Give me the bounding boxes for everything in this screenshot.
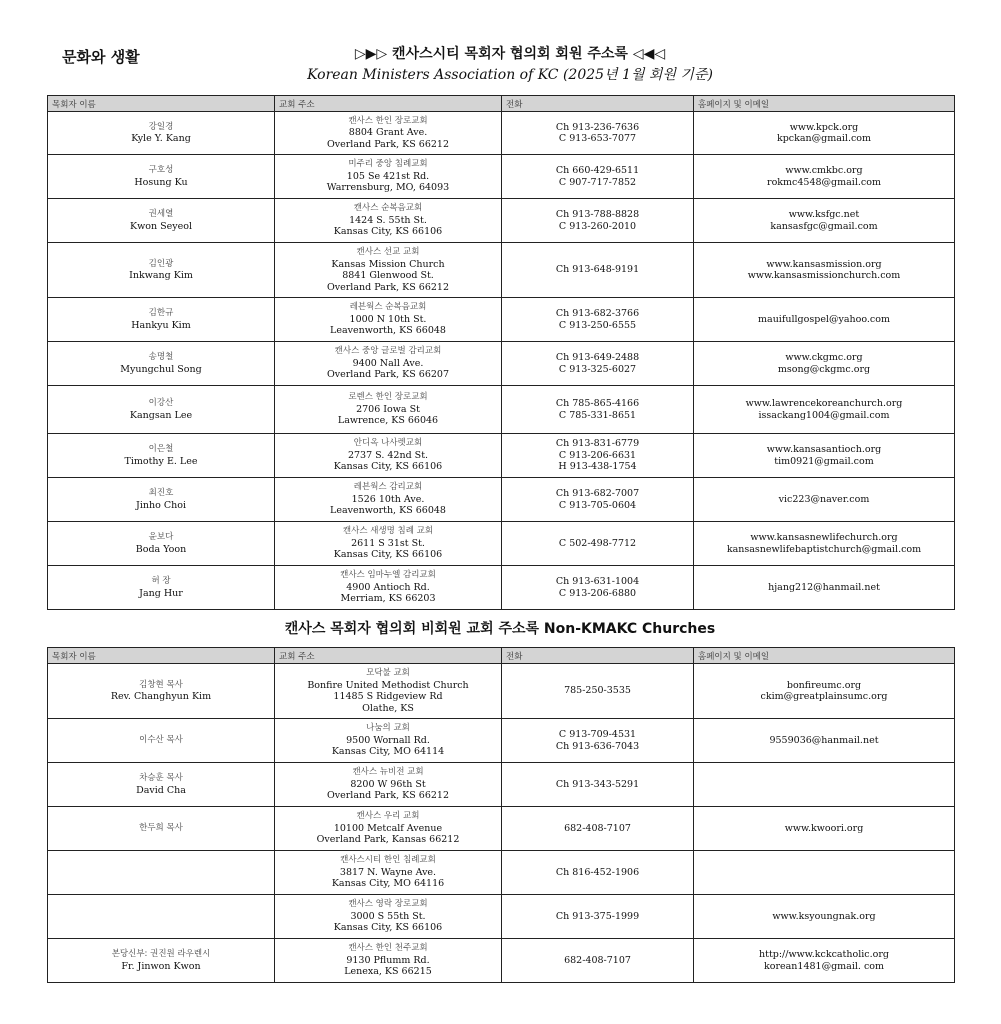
city-state-zip: Kansas City, KS 66106 [333,226,443,238]
minister-name-english: Kangsan Lee [129,409,193,421]
phone-number: Ch 913-631-1004 [555,576,640,587]
church-name-korean: 캔사스 임마누엘 감리교회 [340,570,436,581]
table-row [48,478,955,522]
phone-number: C 913-653-7077 [558,133,637,144]
phone-number: Ch 913-788-8828 [555,209,640,220]
web-email-cell [694,243,955,298]
email-address[interactable]: hjang212@hanmail.net [768,581,880,593]
web-email-cell [694,199,955,243]
web-email-cell [694,298,955,342]
website-url[interactable]: www.ksfgc.net [788,209,860,220]
minister-name-korean: 윤보다 [148,532,174,542]
email-address[interactable]: kansasnewlifebaptistchurch@gmail.com [726,543,922,555]
minister-name-cell [48,522,275,566]
church-name-korean: 캔사스 선교 교회 [356,247,420,257]
minister-name-cell [48,243,275,298]
table-row [48,566,955,610]
minister-name-cell [48,386,275,434]
phone-number: Ch 913-375-1999 [555,910,640,922]
church-name-korean: 캔사스 뉴비전 교회 [352,767,424,778]
web-email-cell [694,155,955,199]
table-row [48,895,955,939]
table-row [48,243,955,298]
table-row [48,522,955,566]
phone-number: Ch 913-682-7007 [555,488,640,499]
website-url[interactable]: http://www.kckcatholic.org [759,949,889,960]
minister-name-english: Inkwang Kim [129,270,193,281]
table-row [48,342,955,386]
minister-name-korean: 이강산 [148,398,174,408]
church-name-korean: 캔사스 중앙 글로벌 감리교회 [334,346,442,357]
non-member-directory-table [47,647,955,983]
phone-number: C 913-250-6555 [558,319,637,331]
city-state-zip: Olathe, KS [362,702,414,714]
minister-name-korean: 차승훈 목사 [139,773,183,783]
non-member-section-title: 캔사스 목회자 협의회 비회원 교회 주소록 Non-KMAKC Churches [284,621,716,637]
city-state-zip: Leavenworth, KS 66048 [330,325,446,337]
minister-name-english: Rev. Changhyun Kim [110,691,212,702]
minister-name-english: Kwon Seyeol [130,220,192,232]
website-url[interactable]: www.ksyoungnak.org [772,910,876,922]
table-row [48,298,955,342]
street-address: 1526 10th Ave. [351,493,425,505]
phone-cell [502,807,694,851]
church-address-cell [275,566,502,610]
church-name-korean: 미주리 중앙 침례교회 [348,159,428,170]
phone-cell [502,112,694,155]
minister-name-korean: 이은철 [148,444,174,454]
minister-name-cell [48,895,275,939]
phone-number: C 913-705-0604 [558,499,637,511]
phone-number: 682-408-7107 [564,822,631,834]
phone-number: 785-250-3535 [564,685,631,697]
church-name-korean: 캔사스 영락 장로교회 [348,899,428,910]
email-address[interactable]: tim0921@gmail.com [774,455,874,467]
minister-name-english: Kyle Y. Kang [131,133,191,144]
city-state-zip: Lawrence, KS 66046 [337,415,439,427]
phone-number: 682-408-7107 [564,954,631,966]
minister-name-korean: 송명철 [148,352,174,362]
minister-name-cell [48,664,275,719]
web-email-cell [694,719,955,763]
phone-number: C 913-709-4531 [558,729,637,740]
phone-cell [502,478,694,522]
phone-cell [502,522,694,566]
street-address: 9400 Nall Ave. [352,357,424,369]
street-address: 3817 N. Wayne Ave. [339,866,437,878]
minister-name-english: Jinho Choi [136,499,186,511]
email-address[interactable]: ckim@greatplainsumc.org [760,691,888,702]
minister-name-english: Boda Yoon [135,543,187,555]
web-email-cell [694,851,955,895]
church-address-cell [275,298,502,342]
phone-cell [502,199,694,243]
minister-name-english: Myungchul Song [120,363,202,375]
church-address-cell [275,243,502,298]
email-address[interactable]: korean1481@gmail. com [763,960,885,972]
email-address[interactable]: 9559036@hanmail.net [769,734,879,746]
church-name-english: Bonfire United Methodist Church [307,679,469,691]
street-address: 2706 Iowa St [356,403,420,415]
web-email-cell [694,939,955,983]
phone-number: Ch 785-865-4166 [555,398,640,409]
phone-number: Ch 913-636-7043 [555,740,640,752]
minister-name-cell [48,199,275,243]
phone-number: Ch 660-429-6511 [555,165,640,176]
website-url[interactable]: bonfireumc.org [786,679,862,691]
phone-number: Ch 816-452-1906 [555,866,640,878]
email-address[interactable]: vic223@naver.com [778,493,870,505]
street-address: 10100 Metcalf Avenue [333,822,443,834]
table-row [48,807,955,851]
website-url[interactable]: www.kansasantioch.org [766,444,882,455]
church-name-korean: 캔사스 우리 교회 [356,811,420,822]
header-address: 교회 주소 [275,96,502,112]
street-address: 2611 S 31st St. [351,537,425,549]
phone-number: Ch 913-648-9191 [555,264,640,276]
phone-number: Ch 913-236-7636 [555,121,640,133]
phone-number: C 913-206-6880 [558,587,637,599]
minister-name-english: Hankyu Kim [131,319,191,331]
city-state-zip: Lenexa, KS 66215 [344,966,432,978]
minister-name-cell [48,298,275,342]
minister-name-korean: 구호성 [148,165,174,175]
church-name-korean: 레븐웍스 순복음교회 [349,302,427,313]
phone-cell [502,155,694,199]
city-state-zip: Merriam, KS 66203 [340,593,436,605]
table-row [48,112,955,155]
minister-name-korean: 김인광 [148,258,174,269]
phone-number: C 913-260-2010 [558,220,637,232]
church-address-cell [275,342,502,386]
email-address[interactable]: kpckan@gmail.com [776,133,872,144]
church-address-cell [275,155,502,199]
phone-number: Ch 913-831-6779 [555,438,640,450]
email-address[interactable]: msong@ckgmc.org [777,363,871,375]
phone-cell [502,939,694,983]
street-address: 3000 S 55th St. [350,910,426,922]
website-url[interactable]: www.ckgmc.org [785,352,863,363]
minister-name-cell [48,155,275,199]
church-name-korean: 로렌스 한인 장로교회 [348,392,428,403]
table-row [48,155,955,199]
street-address: 8200 W 96th St [350,778,426,790]
directory-title-korean: ▷▶▷ 캔사스시티 목회자 협의회 회원 주소록 ◁◀◁ [354,46,666,62]
minister-name-korean: 강일경 [148,121,174,132]
table-row [48,763,955,807]
church-name-korean: 캔사스 한인 천주교회 [348,943,428,954]
minister-name-korean: 김창현 목사 [139,679,183,690]
church-address-cell [275,522,502,566]
minister-name-cell [48,939,275,983]
street-address: 9500 Wornall Rd. [346,734,430,746]
table-header-row [48,96,955,112]
phone-cell [502,851,694,895]
phone-number: H 913-438-1754 [558,461,637,473]
church-address-cell [275,112,502,155]
table-row [48,851,955,895]
header-phone: 전화 [502,648,694,664]
header-name: 목회자 이름 [48,648,275,664]
website-url[interactable]: www.lawrencekoreanchurch.org [745,398,903,409]
street-address: 105 Se 421st Rd. [346,170,430,182]
table-header-row [48,648,955,664]
website-url[interactable]: www.kansasmissionchurch.com [747,270,901,281]
phone-number: C 785-331-8651 [558,409,637,421]
phone-number: Ch 913-343-5291 [555,778,640,790]
website-url[interactable]: www.kwoori.org [784,822,864,834]
table-row [48,386,955,434]
church-address-cell [275,763,502,807]
web-email-cell [694,664,955,719]
web-email-cell [694,478,955,522]
street-address: 4900 Antioch Rd. [346,581,430,593]
minister-name-cell [48,851,275,895]
minister-name-english: Hosung Ku [134,176,188,188]
city-state-zip: Overland Park, KS 66212 [326,790,450,802]
church-name-korean: 레븐웍스 감리교회 [353,482,423,493]
church-name-korean: 안디옥 나사렛교회 [353,438,423,449]
web-email-cell [694,434,955,478]
member-directory-table [47,95,955,610]
phone-number: C 913-206-6631 [558,449,637,461]
minister-name-english: David Cha [136,784,186,796]
web-email-cell [694,566,955,610]
phone-cell [502,719,694,763]
table-row [48,664,955,719]
table-row [48,719,955,763]
table-row [48,434,955,478]
phone-cell [502,298,694,342]
header-web-email: 홈페이지 및 이메일 [694,96,955,112]
minister-name-cell [48,478,275,522]
church-name-korean: 캔사스 순복음교회 [353,203,423,214]
minister-name-korean: 본당신부: 권진원 라우렌시 [111,949,211,959]
minister-name-korean: 이수산 목사 [139,734,183,745]
city-state-zip: Kansas City, KS 66106 [333,922,443,934]
website-url[interactable]: www.kansasmission.org [766,258,882,270]
church-address-cell [275,386,502,434]
minister-name-cell [48,566,275,610]
minister-name-cell [48,342,275,386]
city-state-zip: Overland Park, KS 66212 [326,281,450,293]
email-address[interactable]: kansasfgc@gmail.com [770,220,878,232]
phone-cell [502,342,694,386]
phone-cell [502,566,694,610]
minister-name-korean: 허 장 [151,576,171,586]
phone-cell [502,664,694,719]
church-address-cell [275,719,502,763]
city-state-zip: Overland Park, Kansas 66212 [316,834,460,846]
minister-name-cell [48,763,275,807]
website-url[interactable]: www.kpck.org [789,121,859,133]
minister-name-english: Timothy E. Lee [124,455,198,467]
section-label: 문화와 생활 [62,48,140,66]
email-address[interactable]: issackang1004@gmail.com [758,409,890,421]
church-address-cell [275,434,502,478]
email-address[interactable]: mauifullgospel@yahoo.com [758,313,890,325]
minister-name-cell [48,112,275,155]
phone-number: C 502-498-7712 [558,537,637,549]
phone-number: C 913-325-6027 [558,363,637,375]
city-state-zip: Kansas City, KS 66106 [333,461,443,473]
street-address: 8841 Glenwood St. [342,270,434,281]
web-email-cell [694,386,955,434]
church-name-korean: 나눔의 교회 [366,723,410,734]
phone-cell [502,895,694,939]
street-address: 2737 S. 42nd St. [347,449,429,461]
church-name-korean: 캔사스 새생명 침례 교회 [342,526,434,537]
website-url[interactable]: www.cmkbc.org [785,165,863,176]
church-name-korean: 캔사스시티 한인 침례교회 [340,855,436,866]
phone-number: C 907-717-7852 [558,176,637,188]
minister-name-english: Jang Hur [139,587,183,599]
church-address-cell [275,851,502,895]
church-address-cell [275,478,502,522]
web-email-cell [694,342,955,386]
city-state-zip: Kansas City, MO 64116 [331,878,445,890]
phone-cell [502,763,694,807]
city-state-zip: Warrensburg, MO, 64093 [326,182,450,194]
street-address: 9130 Pflumm Rd. [346,954,430,966]
header-address: 교회 주소 [275,648,502,664]
website-url[interactable]: www.kansasnewlifechurch.org [750,532,898,543]
church-address-cell [275,939,502,983]
phone-cell [502,434,694,478]
phone-number: Ch 913-649-2488 [555,352,640,363]
email-address[interactable]: rokmc4548@gmail.com [767,176,881,188]
table-row [48,939,955,983]
header-phone: 전화 [502,96,694,112]
church-address-cell [275,807,502,851]
web-email-cell [694,763,955,807]
church-address-cell [275,895,502,939]
minister-name-cell [48,807,275,851]
minister-name-korean: 권세열 [148,209,174,219]
phone-cell [502,386,694,434]
web-email-cell [694,807,955,851]
web-email-cell [694,522,955,566]
city-state-zip: Overland Park, KS 66207 [326,369,450,381]
city-state-zip: Leavenworth, KS 66048 [330,505,446,517]
header-web-email: 홈페이지 및 이메일 [694,648,955,664]
web-email-cell [694,895,955,939]
phone-cell [502,243,694,298]
header-name: 목회자 이름 [48,96,275,112]
street-address: 11485 S Ridgeview Rd [333,691,443,702]
table-row [48,199,955,243]
minister-name-korean: 김한규 [148,308,174,318]
church-name-korean: 캔사스 한인 장로교회 [348,115,428,126]
city-state-zip: Kansas City, MO 64114 [331,746,445,758]
phone-number: Ch 913-682-3766 [555,308,640,319]
web-email-cell [694,112,955,155]
city-state-zip: Kansas City, KS 66106 [333,549,443,561]
minister-name-korean: 한두희 목사 [139,822,183,833]
street-address: 1424 S. 55th St. [349,214,427,226]
minister-name-english: Fr. Jinwon Kwon [121,960,201,972]
church-name-english: Kansas Mission Church [331,258,445,270]
church-address-cell [275,199,502,243]
church-address-cell [275,664,502,719]
minister-name-korean: 최진호 [148,488,174,498]
church-name-korean: 모닥불 교회 [366,668,410,678]
minister-name-cell [48,719,275,763]
street-address: 8804 Grant Ave. [348,127,428,139]
street-address: 1000 N 10th St. [349,313,427,325]
directory-title-english: Korean Ministers Association of KC (2025년 1월 회원 기준) [307,67,713,83]
city-state-zip: Overland Park, KS 66212 [326,138,450,150]
minister-name-cell [48,434,275,478]
